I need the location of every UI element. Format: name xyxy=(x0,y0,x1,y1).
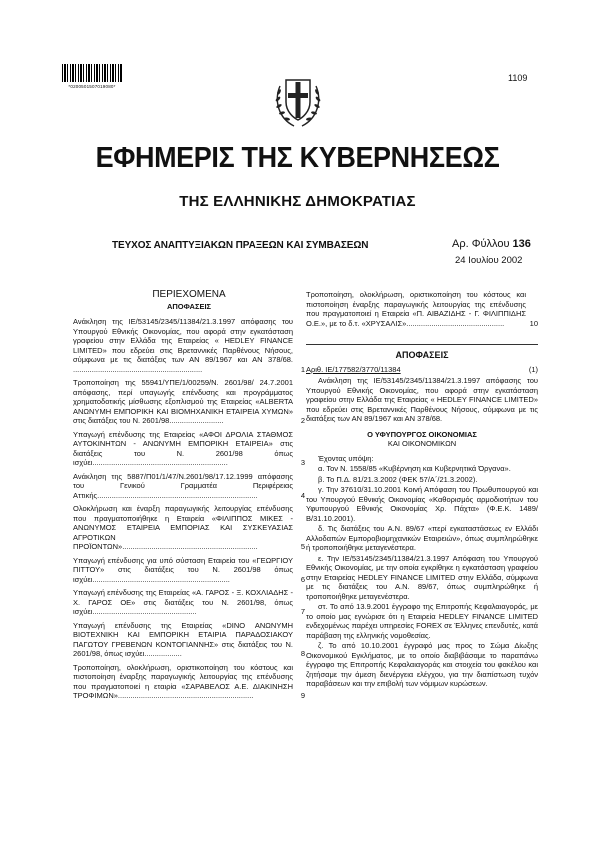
toc-entry-text: Ολοκλήρωση και έναρξη παραγωγικής λειτουργίας επένδυσης που πραγματοποιήθηκε η Εταιρεία «ΦΙΛΙΠΠΟΣ ΜΙΚΕΣ - ΑΝΩΝΥΜΟΣ ΕΤΑΙΡΕΙΑ ΕΜΠΟΡΙΑΣ ΚΑΙ ΣΥΣΚΕΥΑΣΙΑΣ ΑΓΡΟΤΙΚΩΝ ΠΡΟΪΟΝΤΩΝ»................................................................. xyxy=(73,504,293,551)
toc-entry[interactable] xyxy=(73,663,305,701)
toc-entry-text: Υπαγωγή επένδυσης της Εταιρείας «Α. ΓΑΡΟΣ - Ξ. ΚΟΧΛΙΑΔΗΣ - Χ. ΓΑΡΟΣ ΟΕ» στις διατάξεις του Ν. 2601/98, όπως ισχύει.................................................. xyxy=(73,588,293,616)
decision-ref-number: Αριθ. ΙΕ/177582/3770/11384 xyxy=(306,364,401,374)
toc-entry-text: Τροποποίηση, ολοκλήρωση, οριστικοποίηση του κόστους και πιστοποίηση έναρξης παραγωγικής λειτουργίας της επένδυσης που πραγματοποιεί η Εταιρεία «Π. ΑΙΒΑΖΙΔΗΣ - Γ. ΦΙΛΙΠΠΙΔΗΣ Ο.Ε.», με το δ.τ. «ΧΡΥΣΑΛΙΣ»............................................... xyxy=(306,290,526,328)
sheet-label: Αρ. Φύλλου xyxy=(452,238,510,250)
toc-entry-page: 2 xyxy=(300,416,305,425)
toc-entry[interactable] xyxy=(73,588,305,617)
toc-entry-text: Υπαγωγή επένδυσης για υπό σύσταση Εταιρεία του «ΓΕΩΡΓΙΟΥ ΠΙΤΤΟΥ» στις διατάξεις του Ν. 2601/98 όπως ισχύει.................................................................. xyxy=(73,555,293,584)
toc-entry-text: Υπαγωγή επένδυσης της Εταιρείας «ΑΦΟΙ ΔΡΟΛΙΑ ΣΤΑΘΜΟΣ ΑΥΤΟΚΙΝΗΤΩΝ - ΑΝΩΝΥΜΗ ΕΜΠΟΡΙΚΗ ΕΤΑΙΡΕΙΑ» στις διατάξεις του Ν. 2601/98 όπως ισχύει................................................................. xyxy=(73,429,293,467)
regard-item: γ. Την 37610/31.10.2001 Κοινή Απόφαση του Πρωθυπουργού και του Υπουργού Εθνικής Οικονομίας «Καθορισμός αρμοδιοτήτων του Υφυπουργού Εθνικής Οικονομίας Χρ. Πάχτα» (Φ.Ε.Κ. 1489/Β/31.10.2001). xyxy=(306,485,538,523)
regard-item: β. Το Π.Δ. 81/21.3.2002 (ΦΕΚ 57/Α΄/21.3.2002). xyxy=(318,474,478,484)
contents-heading: ΠΕΡΙΕΧΟΜΕΝΑ xyxy=(152,289,226,300)
toc-entry-text: Υπαγωγή επένδυσης της Εταιρείας «DINO ΑΝΩΝΥΜΗ ΒΙΟΤΕΧΝΙΚΗ ΚΑΙ ΕΜΠΟΡΙΚΗ ΕΤΑΙΡΙΑ ΠΑΡΑΔΟΣΙΑΚΟΥ ΠΑΓΩΤΟΥ ΓΡΕΒΕΝΩΝ ΚΟΝΤΟΓΙΑΝΝΗΣ» στις διατάξεις του Ν. 2601/98, όπως ισχύει.................. xyxy=(73,620,293,658)
toc-entry-page: 7 xyxy=(300,607,305,616)
sheet-number-line xyxy=(452,238,531,250)
barcode-text: *0200501507019080* xyxy=(68,84,116,89)
regard-item: στ. Το από 13.9.2001 έγγραφο της Επιτροπής Κεφαλαιαγοράς, με το οποίο μας εγνώρισε ότι η Εταιρεία HEDLEY FINANCE LIMITED ενδεχομένως παρέχει υπηρεσίες FOREX σε Έλληνες επενδυτές, κατά παράβαση της ελληνικής νομοθεσίας. xyxy=(306,602,538,640)
barcode xyxy=(62,64,122,82)
authority-line-1: Ο ΥΦΥΠΟΥΡΓΟΣ ΟΙΚΟΝΟΜΙΑΣ xyxy=(367,429,477,439)
toc-entry[interactable] xyxy=(306,290,538,328)
page-number: 1109 xyxy=(508,73,528,83)
toc-entry[interactable] xyxy=(73,621,305,659)
regard-item: α. Τον Ν. 1558/85 «Κυβέρνηση και Κυβερνητικά Όργανα». xyxy=(318,464,511,473)
decisions-column xyxy=(306,290,538,690)
toc-entry-page: 4 xyxy=(300,490,305,500)
decisions-heading: ΑΠΟΦΑΣΕΙΣ xyxy=(306,344,538,361)
regard-item: ζ. Το από 10.10.2001 έγγραφό μας προς το Σώμα Δίωξης Οικονομικού Εγκλήματος, με το οποίο διαβιβάσαμε το παραπάνω έγγραφο της Επιτροπής Κεφαλαιαγοράς και στοιχεία του φακέλου και ζητήσαμε την άμεση διενέργεια ελέγχου, για την διαπίστωση τυχόν παραβάσεων και την επιβολή των νόμιμων κυρώσεων. xyxy=(306,641,538,688)
hellenic-republic-crest-icon xyxy=(272,66,324,132)
decision-summary: Ανάκληση της ΙΕ/53145/2345/11384/21.3.1997 απόφασης του Υπουργού Εθνικής Οικονομίας, που αφορά στην εγκατάσταση γραφείου στην Ελλάδα της Εταιρείας « HEDLEY FINANCE LIMITED» που εδρεύει στις Βρεταννικές Παρθένους Νήσους, σύμφωνα με τις διατάξεις των ΑΝ 89/1967 και ΑΝ 378/68. xyxy=(306,376,538,423)
toc-entry[interactable] xyxy=(73,317,305,374)
toc-entry-page: 6 xyxy=(300,574,305,584)
toc-entry-text: Ανάκληση της ΙΕ/53145/2345/11384/21.3.1997 απόφασης του Υπουργού Εθνικής Οικονομίας, που αφορά στην εγκατάσταση γραφείου στην Ελλάδα της Εταιρείας « HEDLEY FINANCE LIMITED» που εδρεύει στις Βρεταννικές Παρθένους Νήσους, σύμφωνα με τις διατάξεις των ΑΝ 89/1967 και ΑΝ 378/68. .............................................................. xyxy=(73,317,293,374)
gazette-subtitle: ΤΗΣ ΕΛΛΗΝΙΚΗΣ ΔΗΜΟΚΡΑΤΙΑΣ xyxy=(179,193,416,210)
toc-entry-page: 8 xyxy=(300,649,305,658)
toc-entry[interactable] xyxy=(73,556,305,585)
contents-column xyxy=(73,288,305,705)
toc-entry[interactable] xyxy=(73,430,305,468)
toc-entry[interactable] xyxy=(73,472,305,501)
toc-entry-text: Τροποποίηση, ολοκλήρωση, οριστικοποίηση του κόστους και πιστοποίηση έναρξης παραγωγικής λειτουργίας της επένδυσης που πραγματοποιεί η εταιρία «ΣΑΡΑΒΕΛΟΣ Α.Ε. ΔΙΑΚΙΝΗΣΗ ΤΡΟΦΙΜΩΝ»................................................................. xyxy=(73,662,293,700)
having-regard: Έχοντας υπόψη: xyxy=(318,453,374,463)
toc-entry-page: 9 xyxy=(300,691,305,700)
toc-entry-page: 1 xyxy=(300,364,305,374)
gazette-title: ΕΦΗΜΕΡΙΣ ΤΗΣ ΚΥΒΕΡΝΗΣΕΩΣ xyxy=(95,142,500,174)
toc-entry-page: 5 xyxy=(300,542,305,551)
toc-entry-text: Ανάκληση της 5887/Π01/1/47/Ν.2601/98/17.12.1999 απόφασης του Γενικού Γραμματέα Περιφέρειας Αττικής............................................................................. xyxy=(73,471,293,500)
issue-title: ΤΕΥΧΟΣ ΑΝΑΠΤΥΞΙΑΚΩΝ ΠΡΑΞΕΩΝ ΚΑΙ ΣΥΜΒΑΣΕΩΝ xyxy=(112,240,369,251)
regard-item: ε. Την ΙΕ/53145/2345/11384/21.3.1997 Απόφαση του Υπουργού Εθνικής Οικονομίας, με την οποία εγκρίθηκε η εγκατάσταση γραφείου στην Εταιρείας HEDLEY FINANCE LIMITED στην Ελλάδα, σύμφωνα με τις διατάξεις του Α.Ν. 89/67, όπως συμπληρώθηκε ή τροποποιήθηκε μεταγενέστερα. xyxy=(306,553,538,601)
issue-date: 24 Ιουλίου 2002 xyxy=(455,255,523,266)
toc-entry-text: Τροποποίηση της 55941/ΥΠΕ/1/00259/Ν. 2601/98/ 24.7.2001 απόφασης, περί υπαγωγής επένδυσης και προγράμματος χρηματοδοτικής μίσθωσης εξοπλισμού της Εταιρείας «ALBERTA ΑΝΩΝΥΜΗ ΕΜΠΟΡΙΚΗ ΚΑΙ ΒΙΟΜΗΧΑΝΙΚΗ ΕΤΑΙΡΕΙΑ ΧΥΜΩΝ» στις διατάξεις του Ν. 2601/98.......................... xyxy=(73,378,293,425)
decision-reference xyxy=(306,365,538,375)
regard-item: δ. Τις διατάξεις του Α.Ν. 89/67 «περί εγκαταστάσεως εν Ελλάδι Αλλοδαπών Εμποροβιομηχανικών Εταιρειών», όπως συμπληρώθηκε ή τροποποιήθηκε μεταγενέστερα. xyxy=(306,524,538,552)
toc-entry-page: 10 xyxy=(529,318,538,328)
contents-subheading: ΑΠΟΦΑΣΕΙΣ xyxy=(166,301,212,311)
sheet-number: 136 xyxy=(512,238,531,250)
toc-entry[interactable] xyxy=(73,504,305,552)
decision-index: (1) xyxy=(528,364,538,374)
toc-entry-page: 3 xyxy=(300,458,305,467)
toc-entry[interactable] xyxy=(73,378,305,426)
authority-line-2: ΚΑΙ ΟΙΚΟΝΟΜΙΚΩΝ xyxy=(387,439,457,448)
